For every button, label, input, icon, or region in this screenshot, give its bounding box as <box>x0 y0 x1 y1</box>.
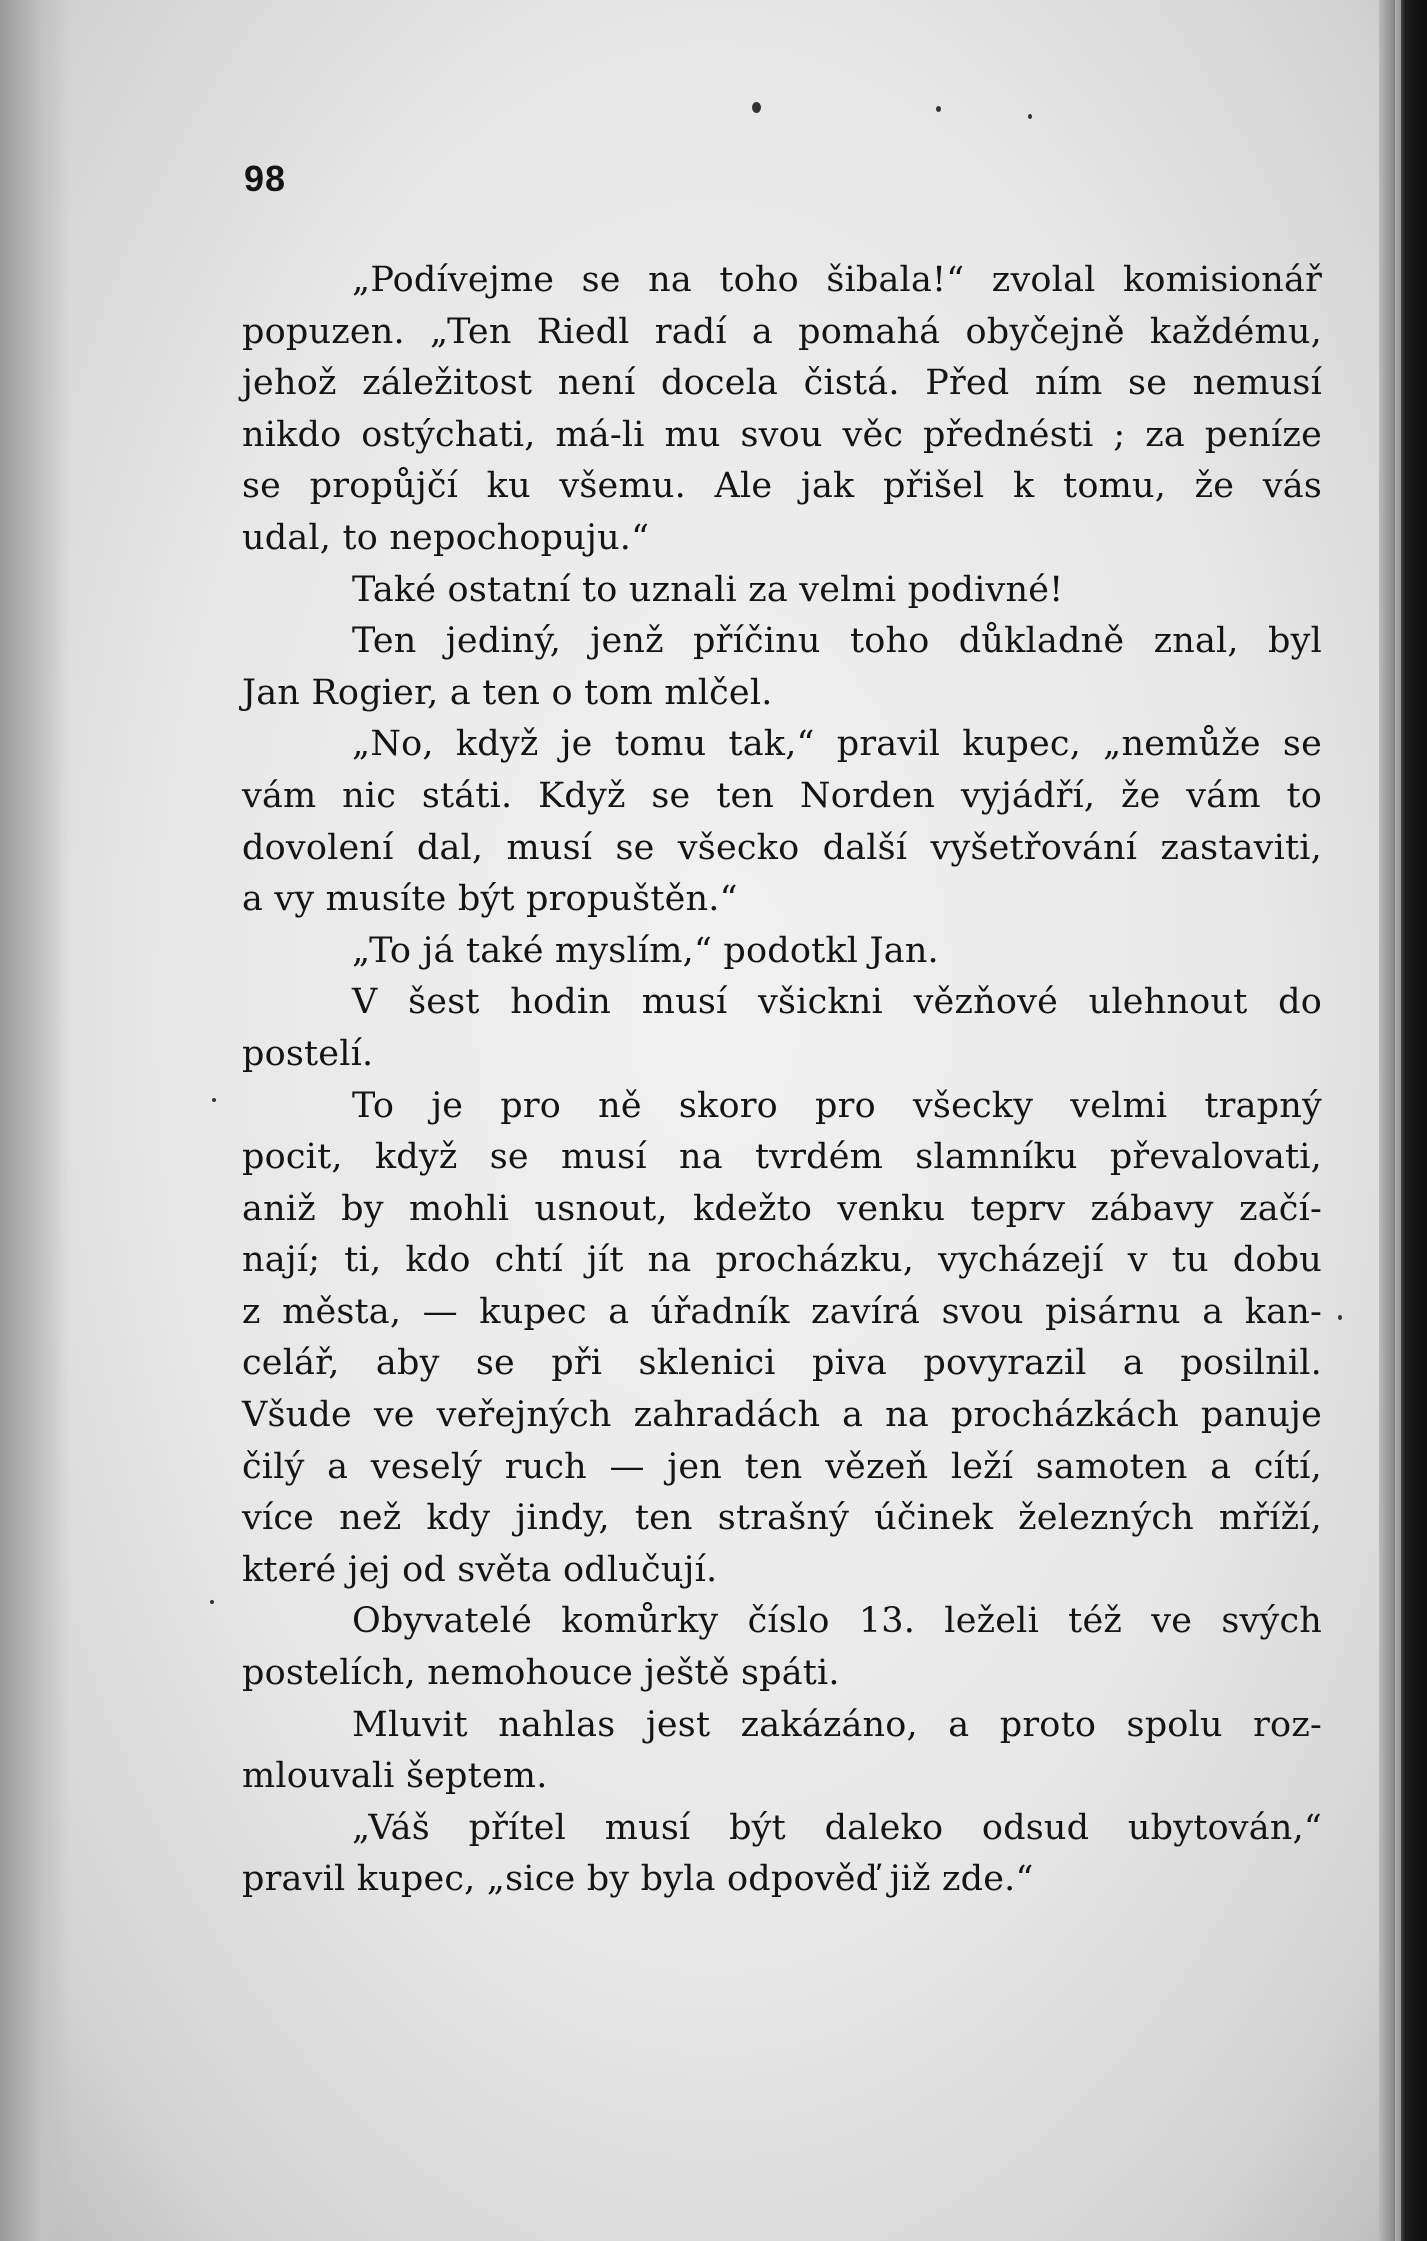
text-line: dovolení dal, musí se všecko další vyšetřování zastaviti, <box>242 827 1322 868</box>
text-line: celář, aby se při sklenici piva povyrazil a posilnil. <box>242 1343 1322 1384</box>
print-speck <box>1028 114 1032 119</box>
text-line: V šest hodin musí všickni vězňové ulehnout do <box>352 982 1322 1023</box>
text-line: a vy musíte být propuštěn.“ <box>242 879 738 920</box>
text-line: se propůjčí ku všemu. Ale jak přišel k tomu, že vás <box>242 466 1322 507</box>
text-line: Mluvit nahlas jest zakázáno, a proto spolu roz- <box>352 1704 1322 1745</box>
page-binding-edge <box>1379 0 1427 2241</box>
body-text <box>242 255 1322 1906</box>
text-line: postelích, nemohouce ještě spáti. <box>242 1653 840 1694</box>
text-line: více než kdy jindy, ten strašný účinek železných mříží, <box>242 1498 1322 1539</box>
print-speck <box>1338 1315 1342 1320</box>
text-line: Obyvatelé komůrky číslo 13. leželi též ve svých <box>352 1601 1322 1642</box>
text-line: Ten jediný, jenž příčinu toho důkladně znal, byl <box>352 621 1322 662</box>
text-line: pocit, když se musí na tvrdém slamníku převalovati, <box>242 1137 1322 1178</box>
text-line: které jej od světa odlučují. <box>242 1549 718 1590</box>
text-line: „Podívejme se na toho šibala!“ zvolal komisionář <box>352 260 1322 300</box>
text-line: popuzen. „Ten Riedl radí a pomahá obyčejně každému, <box>242 311 1322 352</box>
text-line: vám nic státi. Když se ten Norden vyjádří, že vám to <box>242 775 1322 816</box>
text-line: „To já také myslím,“ podotkl Jan. <box>352 930 939 971</box>
page-left-shadow <box>0 0 70 2241</box>
text-line: mlouvali šeptem. <box>242 1756 548 1797</box>
page-edge-strip <box>1395 0 1401 2241</box>
text-line: z města, — kupec a úřadník zavírá svou pisárnu a kan- <box>242 1291 1322 1332</box>
text-line: Jan Rogier, a ten o tom mlčel. <box>242 672 773 713</box>
text-line: udal, to nepochopuju.“ <box>242 517 650 558</box>
text-line: To je pro ně skoro pro všecky velmi trapný <box>352 1085 1322 1126</box>
text-line: postelí. <box>242 1033 374 1074</box>
print-speck <box>936 106 941 112</box>
print-speck <box>752 102 761 113</box>
print-speck <box>210 1600 214 1604</box>
text-line: nikdo ostýchati, má-li mu svou věc přednésti ; za peníze <box>242 414 1322 455</box>
text-line: čilý a veselý ruch — jen ten vězeň leží samoten a cítí, <box>242 1446 1322 1487</box>
text-line: Také ostatní to uznali za velmi podivné! <box>352 569 1064 610</box>
text-line: „Váš přítel musí být daleko odsud ubytován,“ <box>352 1807 1322 1848</box>
text-line: jehož záležitost není docela čistá. Před ním se nemusí <box>242 363 1322 404</box>
text-line: Všude ve veřejných zahradách a na procházkách panuje <box>242 1395 1322 1436</box>
text-line: nají; ti, kdo chtí jít na procházku, vycházejí v tu dobu <box>242 1240 1322 1281</box>
text-line: aniž by mohli usnout, kdežto venku teprv zábavy začí- <box>242 1188 1322 1229</box>
text-line: pravil kupec, „sice by byla odpověď již zde.“ <box>242 1859 1034 1900</box>
page-number: 98 <box>244 158 287 199</box>
print-speck <box>212 1098 216 1102</box>
text-line: „No, když je tomu tak,“ pravil kupec, „nemůže se <box>352 724 1322 765</box>
